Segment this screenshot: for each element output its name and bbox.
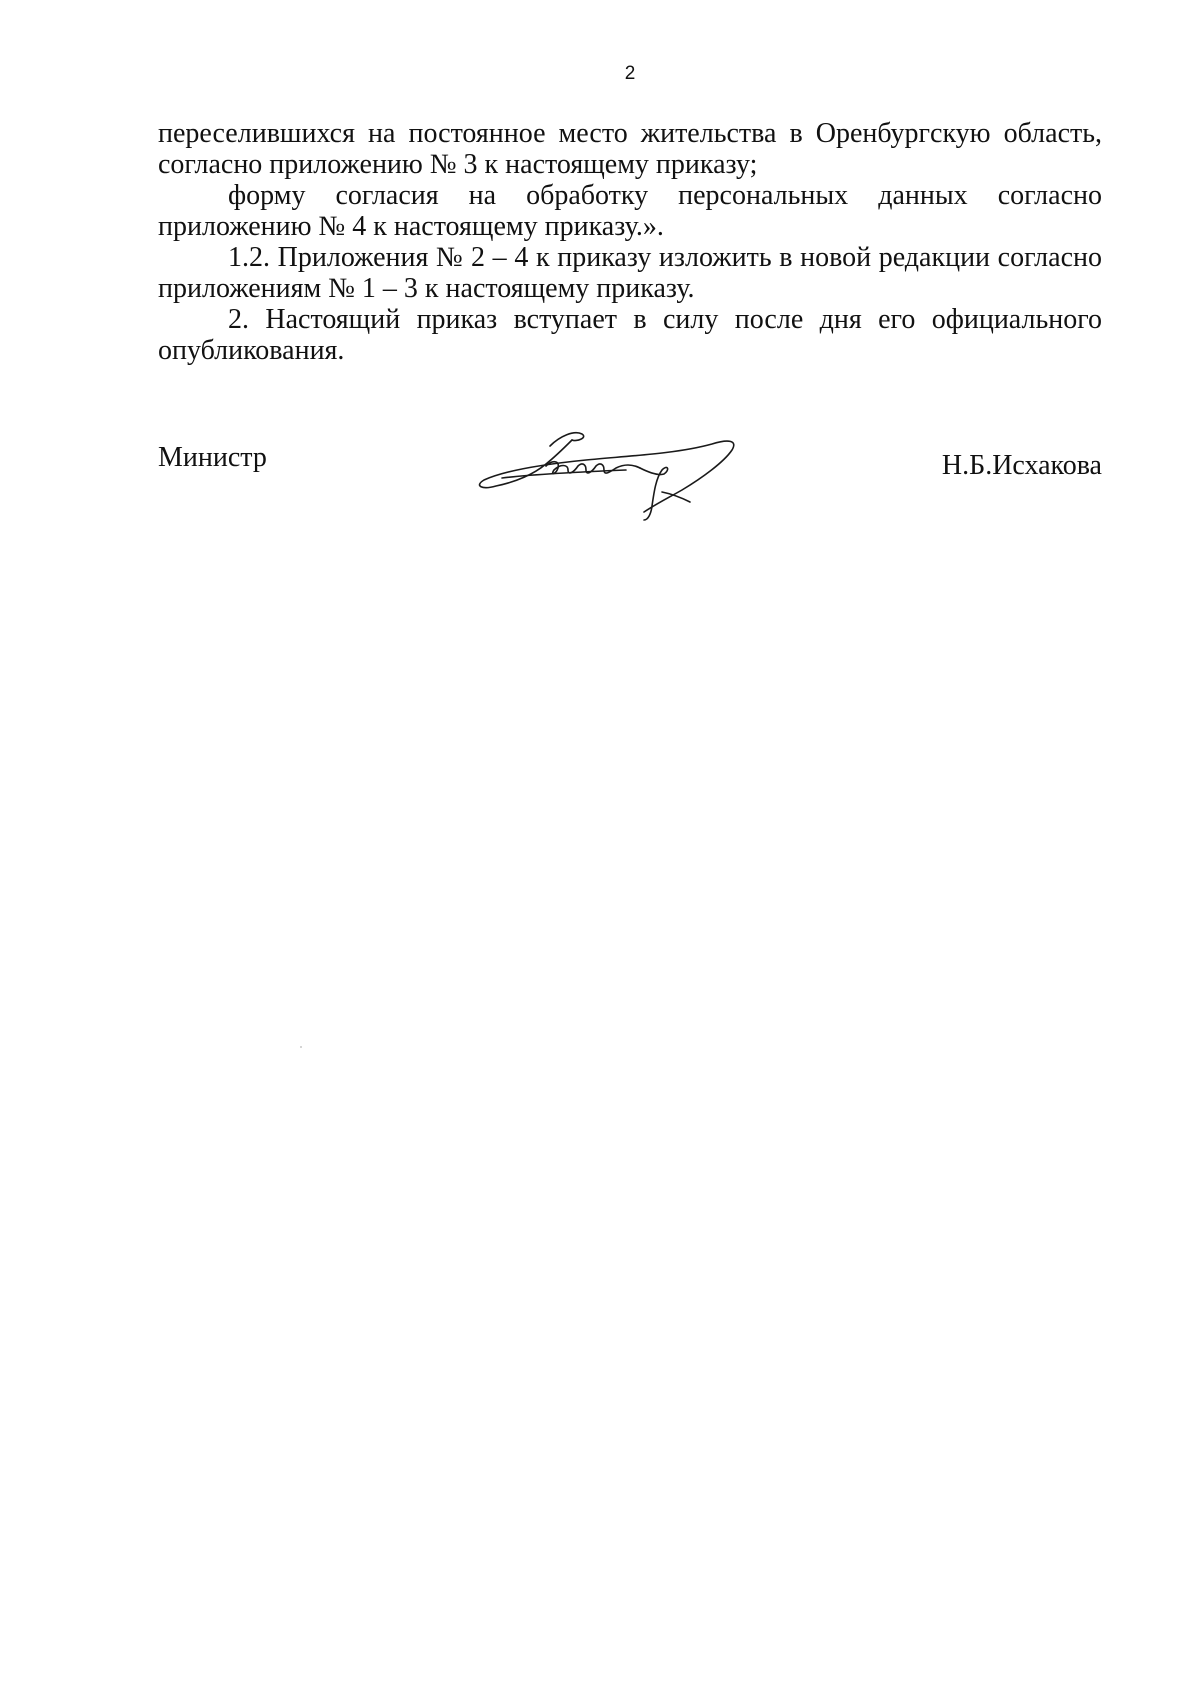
paragraph-consent-form: форму согласия на обработку персональных данных согласно приложению № 4 к настоящему приказу.». xyxy=(158,180,1102,242)
document-body xyxy=(158,118,1102,366)
signer-name: Н.Б.Исхакова xyxy=(941,450,1102,481)
signature-block xyxy=(158,430,1102,540)
paragraph-continuation: переселившихся на постоянное место жительства в Оренбургскую область, согласно приложению № 3 к настоящему приказу; xyxy=(158,118,1102,180)
paragraph-item-2: 2. Настоящий приказ вступает в силу после дня его официального опубликования. xyxy=(158,304,1102,366)
page-number: 2 xyxy=(624,63,636,84)
scan-speck xyxy=(300,1046,302,1048)
position-title: Министр xyxy=(158,442,267,473)
handwritten-signature xyxy=(476,430,744,522)
paragraph-item-1-2: 1.2. Приложения № 2 – 4 к приказу изложить в новой редакции согласно приложениям № 1 – 3 к настоящему приказу. xyxy=(158,242,1102,304)
